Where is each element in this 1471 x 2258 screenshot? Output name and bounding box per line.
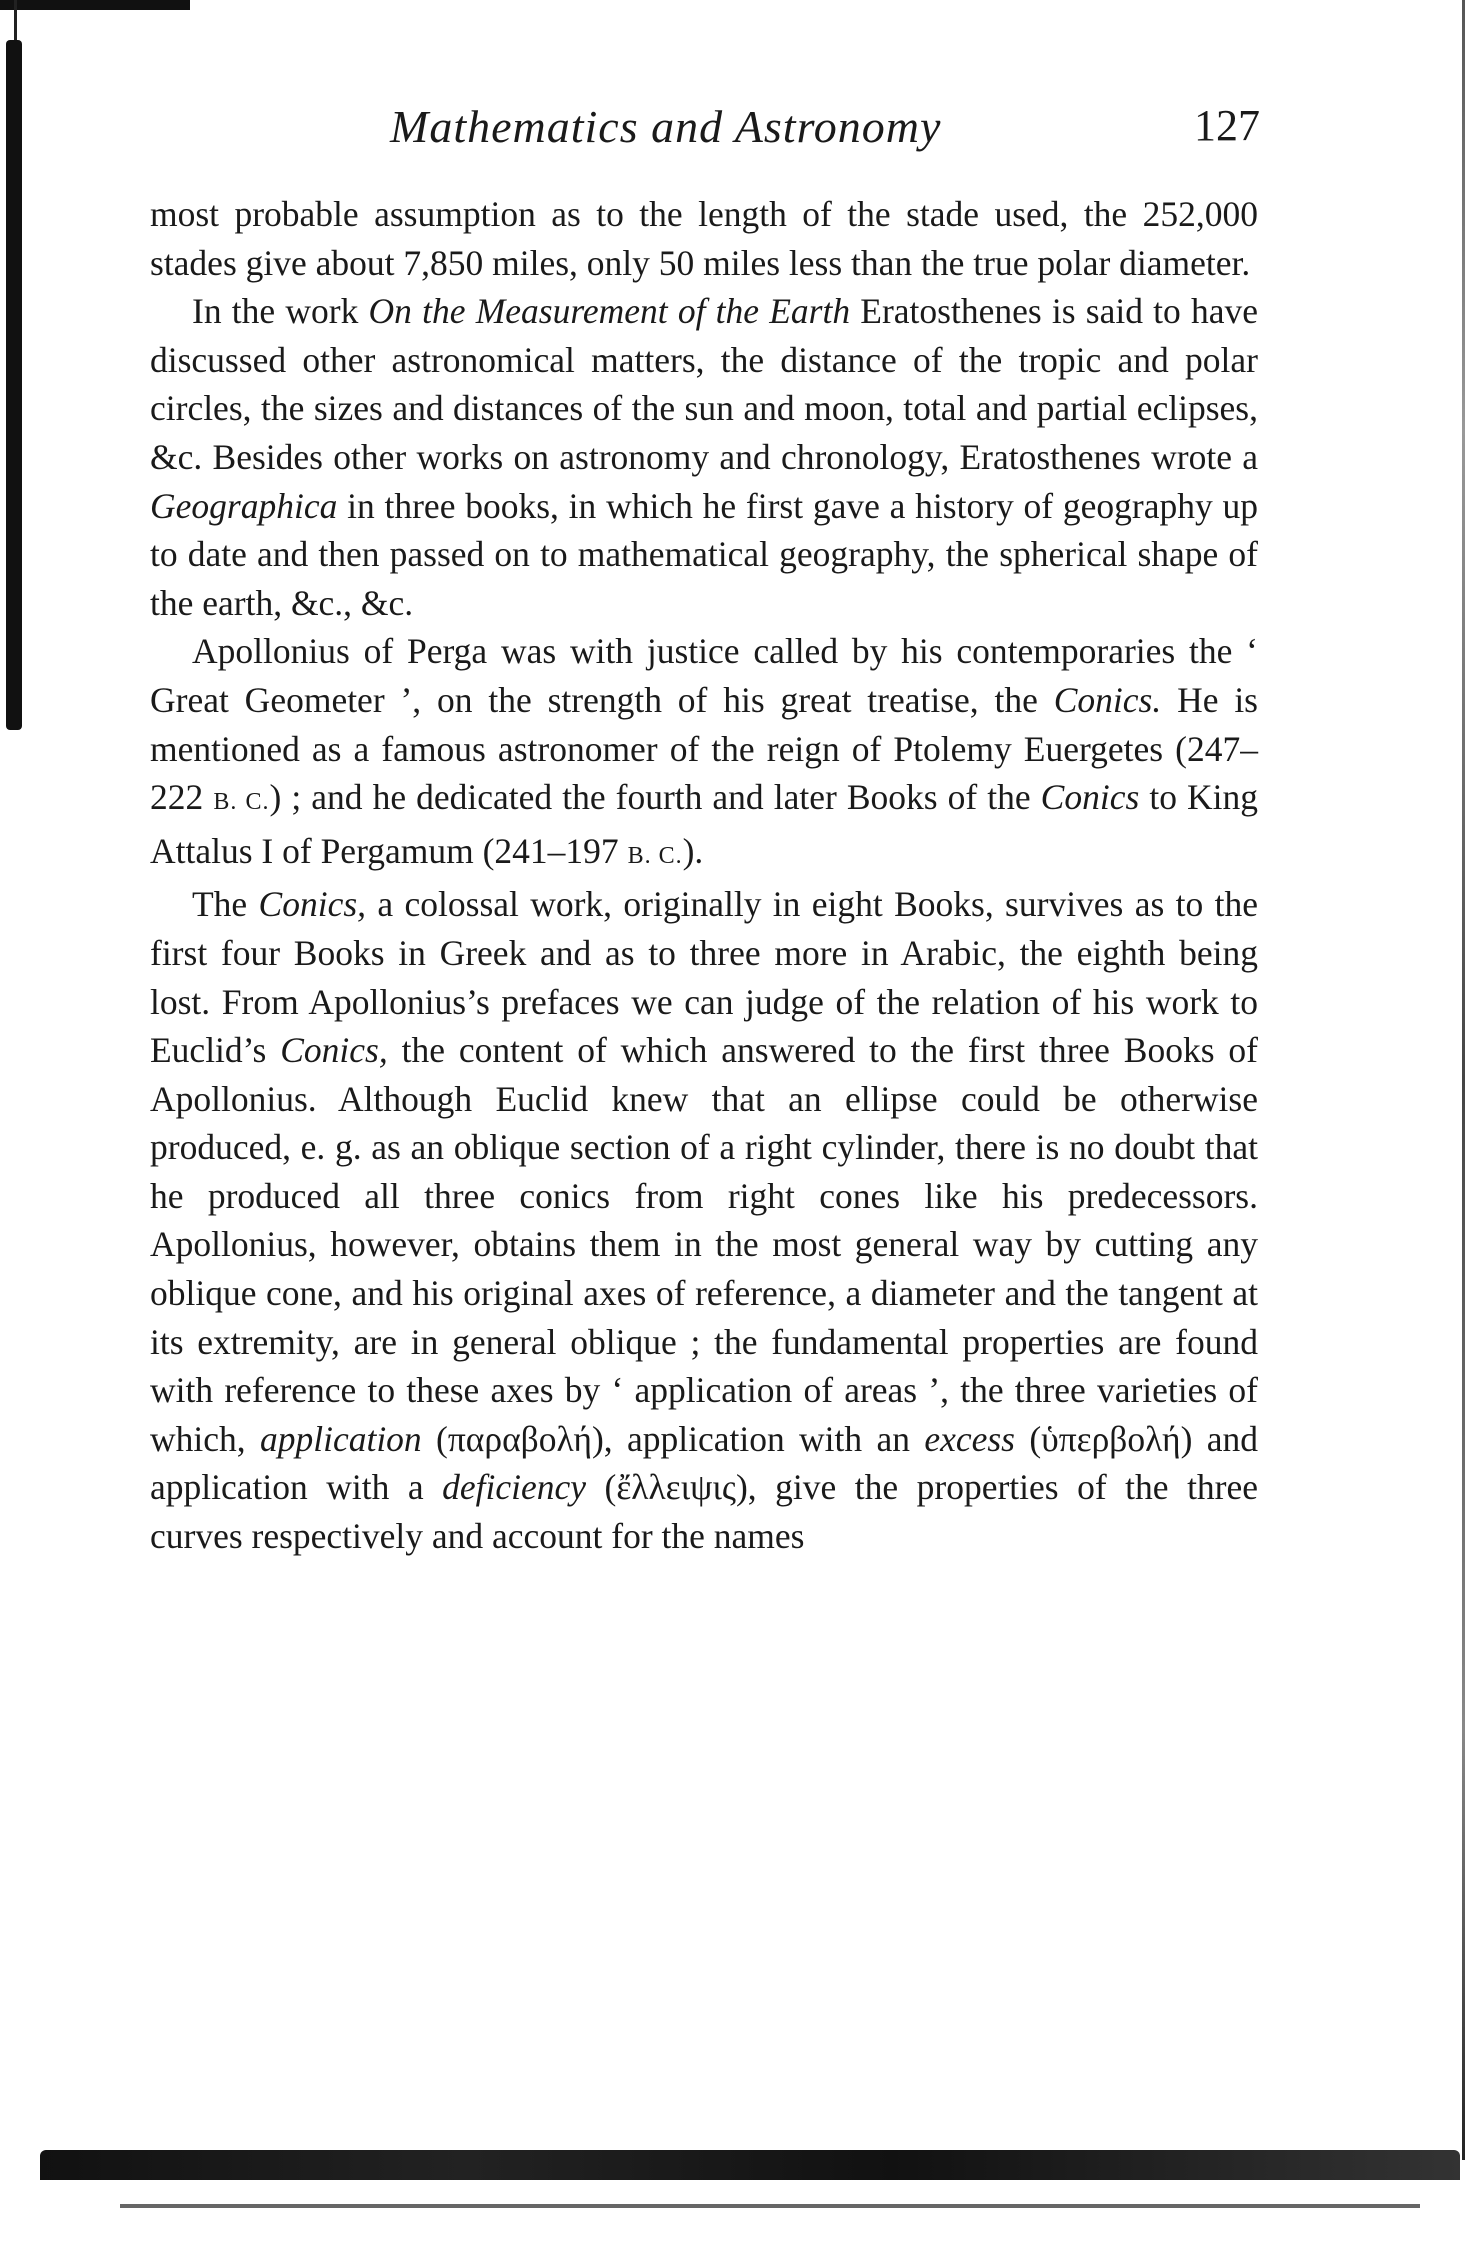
italic-term: excess xyxy=(924,1418,1016,1459)
scan-edge-left xyxy=(6,40,22,730)
text-run: to King Attalus I of Pergamum (241–197 xyxy=(150,777,1259,871)
italic-title: Conics. xyxy=(1053,679,1162,720)
page-number: 127 xyxy=(1194,101,1260,150)
italic-title: Conics, xyxy=(258,884,367,925)
body-text xyxy=(150,190,1258,1561)
running-title: Mathematics and Astronomy xyxy=(390,101,942,152)
text-run: most probable assumption as to the length of the stade used, the 252,000 stades give about 7,850 miles, only 50 miles less than the true polar diameter. xyxy=(150,194,1258,283)
paragraph-continuation xyxy=(150,190,1258,287)
text-run: (ἔλλειψις), give the properties of the three curves respectively and account for the names xyxy=(150,1467,1259,1557)
text-run: ) ; and he dedicated the fourth and later Books of the xyxy=(269,777,1041,818)
text-run: (παραβολή), application with an xyxy=(421,1418,925,1459)
small-caps-era: B. C. xyxy=(627,842,683,869)
italic-title: On the Measurement of the Earth xyxy=(368,291,851,332)
paragraph-apollonius xyxy=(150,627,1258,880)
text-run: the content of which answered to the first three Books of Apollonius. Although Euclid knew that an ellipse could be otherwise produced, e. g. as an oblique section of a right cylinder, there is no doubt that he produced all three conics from right cones like his predecessors. Apollonius, however, obtains them in the most general way by cutting any oblique cone, and his original axes of reference, a diameter and the tangent at its extremity, are in general oblique ; the fundamental properties are found with reference to these axes by ‘ application of areas ’, the three varieties of which, xyxy=(150,1030,1258,1459)
scan-edge-right xyxy=(1462,0,1465,2160)
small-caps-era: B. C. xyxy=(213,789,270,816)
scan-edge-bottom xyxy=(40,2150,1460,2180)
text-run: ). xyxy=(682,830,704,871)
paragraph-conics xyxy=(150,880,1258,1560)
running-header xyxy=(150,100,1260,160)
text-run: Apollonius of Perga was with justice called by his contemporaries the ‘ Great Geometer ’, on the strength of his great treatise, the xyxy=(150,631,1258,720)
text-run: In the work xyxy=(192,291,369,332)
paragraph-eratosthenes xyxy=(150,287,1258,627)
italic-title: Conics xyxy=(1040,777,1140,818)
text-run: (ὑπερβολή) and application with a xyxy=(150,1418,1258,1508)
italic-title: Conics, xyxy=(280,1030,388,1071)
italic-term: deficiency xyxy=(442,1467,586,1508)
text-run: He is mentioned as a famous astronomer of the reign of Ptolemy Euergetes (247–222 xyxy=(150,679,1258,818)
text-run: a colossal work, originally in eight Books, survives as to the first four Books in Greek and as to three more in Arabic, the eighth being lost. From Apollonius’s prefaces we can judge of the relation of his work to Euclid’s xyxy=(150,884,1258,1071)
italic-term: application xyxy=(259,1418,422,1459)
scan-edge-bottom-shadow xyxy=(120,2204,1420,2208)
italic-title: Geographica xyxy=(150,485,338,526)
text-run: Eratosthenes is said to have discussed other astronomical matters, the distance of the tropic and polar circles, the sizes and distances of the sun and moon, total and partial eclipses, &c. Besides other works on astronomy and chronology, Eratosthenes wrote a xyxy=(150,291,1258,477)
scan-edge-top xyxy=(0,0,190,10)
text-run: in three books, in which he first gave a history of geography up to date and then passed on to mathematical geography, the spherical shape of the earth, &c., &c. xyxy=(150,485,1258,623)
text-run: The xyxy=(192,884,259,925)
